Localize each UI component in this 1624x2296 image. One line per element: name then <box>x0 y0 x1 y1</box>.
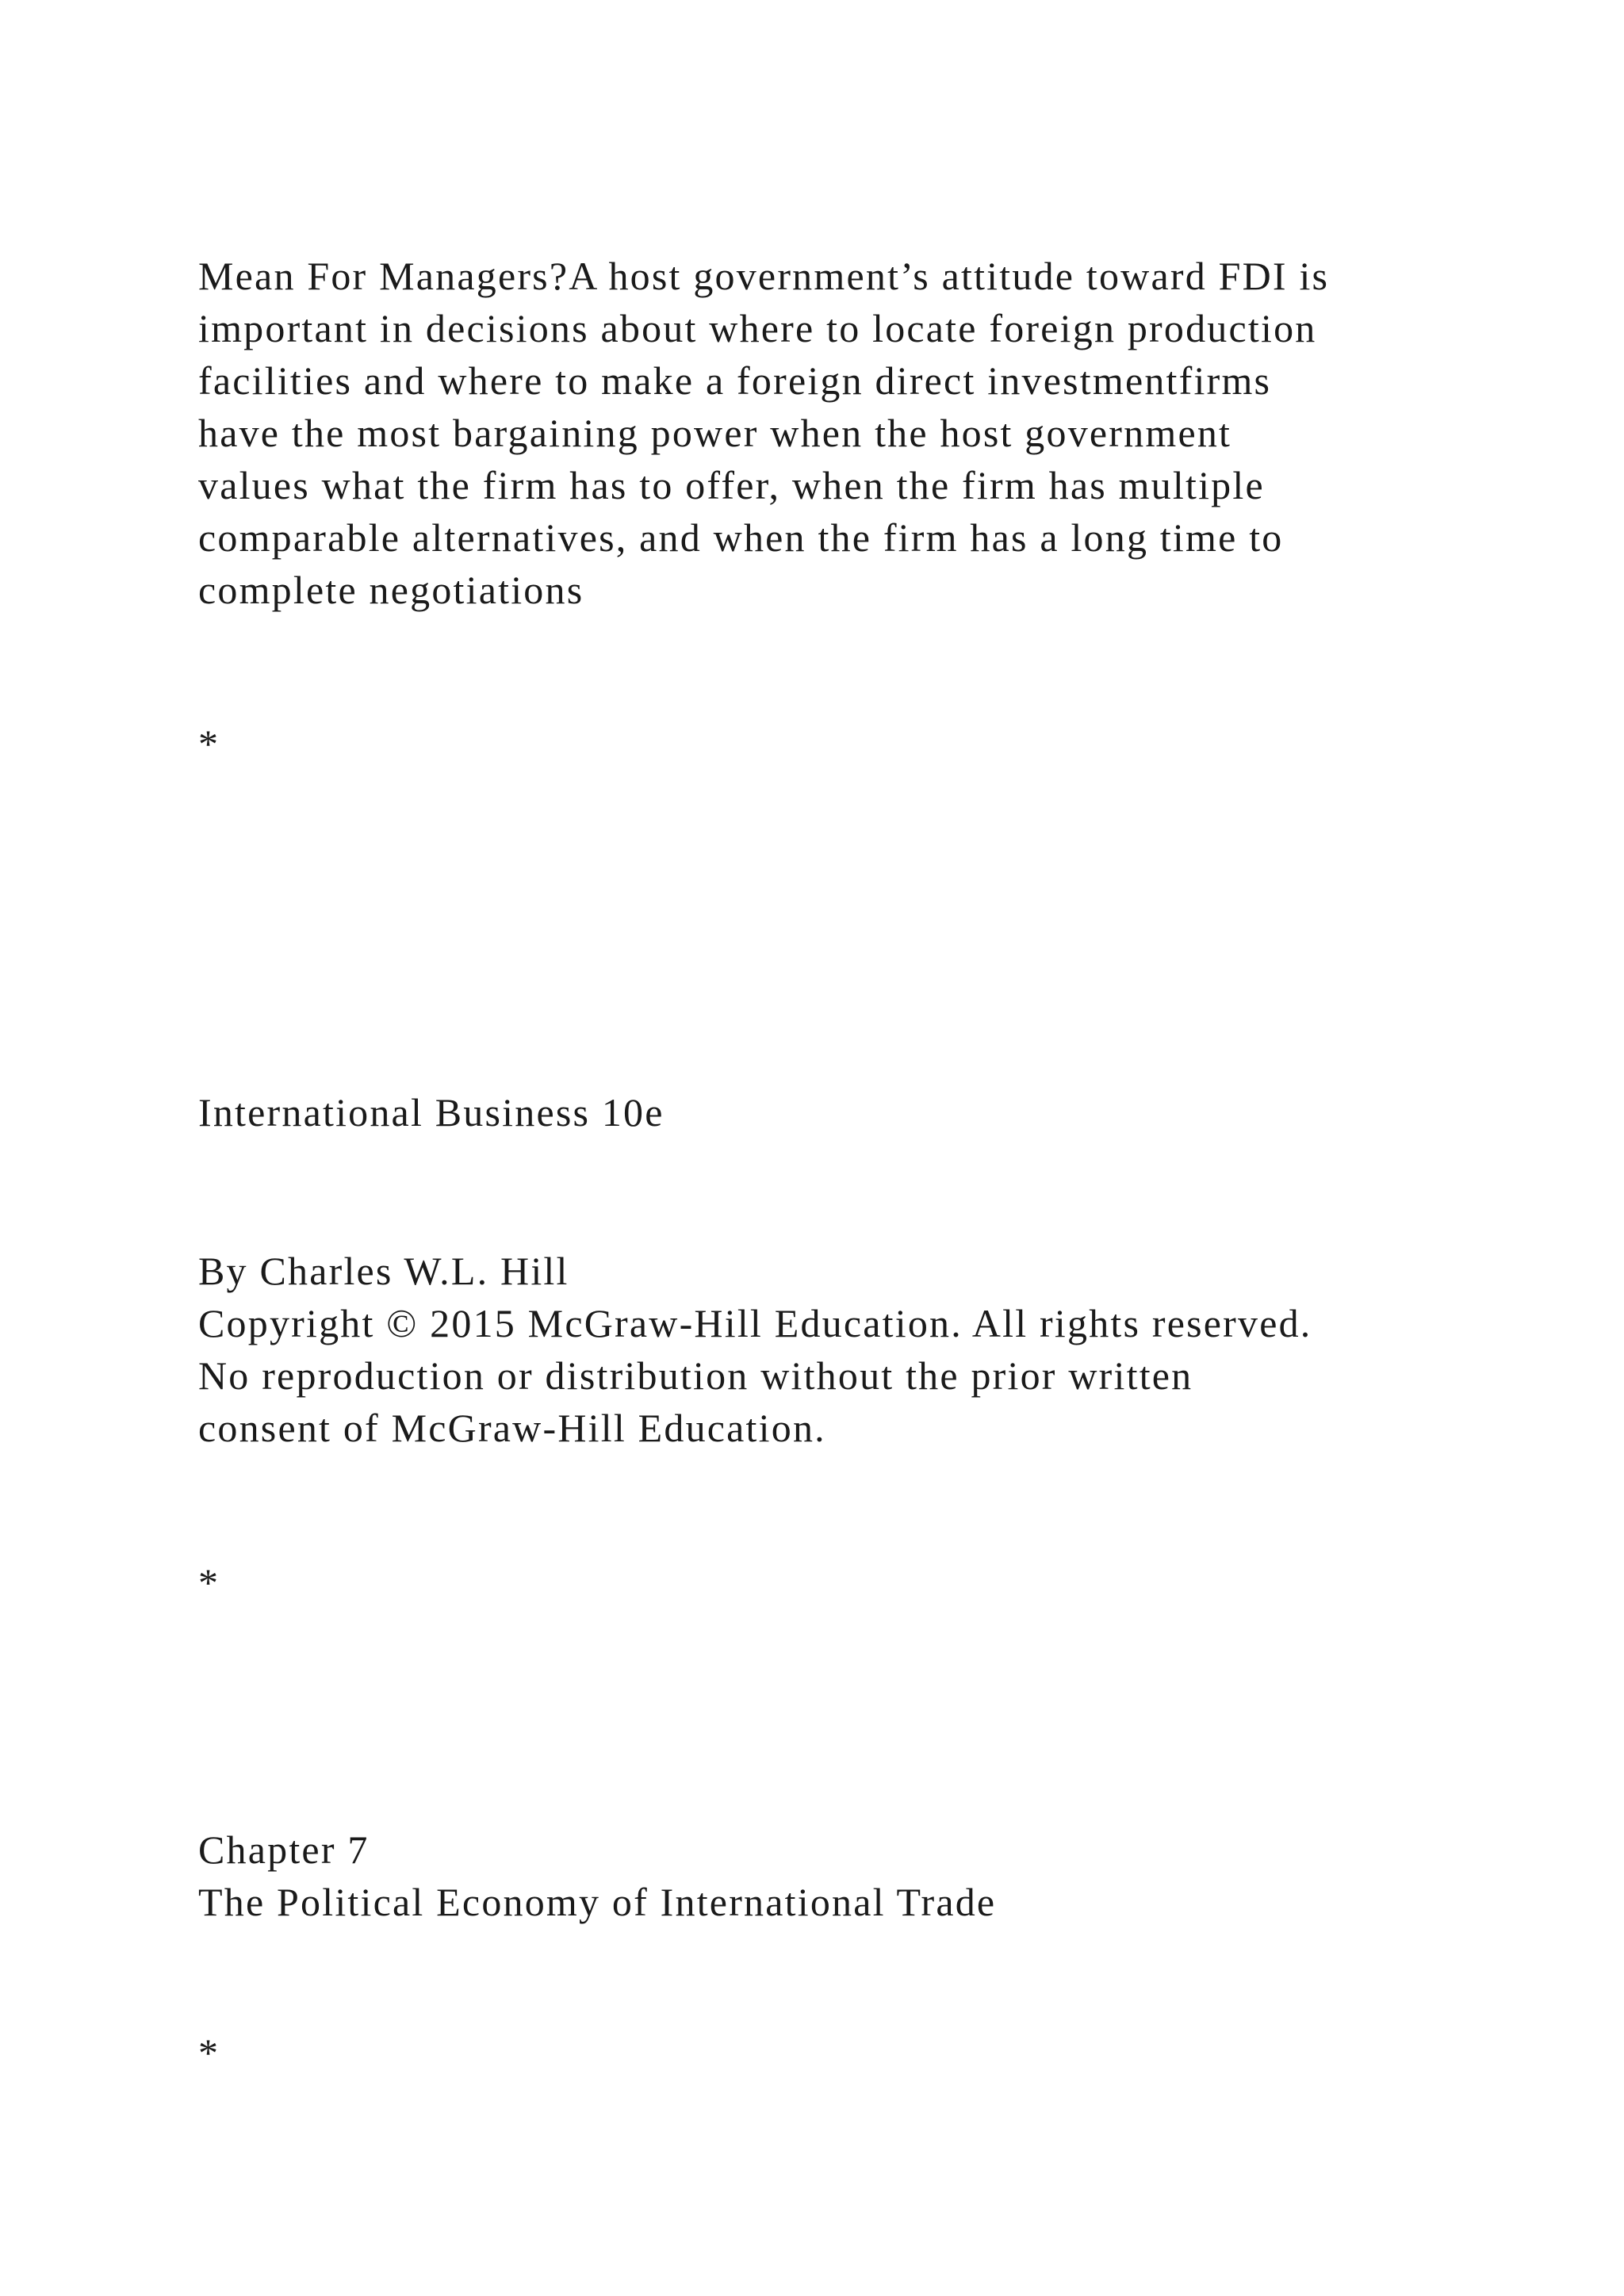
chapter-number: Chapter 7 <box>198 1827 370 1872</box>
author-line: By Charles W.L. Hill <box>198 1249 569 1293</box>
paragraph-line: important in decisions about where to locate foreign production <box>198 306 1317 350</box>
paragraph-line: values what the firm has to offer, when the firm has multiple <box>198 463 1265 507</box>
copyright-line: Copyright © 2015 McGraw-Hill Education. All rights reserved. <box>198 1301 1312 1345</box>
paragraph-line: comparable alternatives, and when the firm has a long time to <box>198 515 1284 560</box>
paragraph-line: facilities and where to make a foreign direct investmentfirms <box>198 358 1272 403</box>
separator-asterisk: * <box>198 2030 220 2075</box>
separator-asterisk: * <box>198 1560 220 1605</box>
chapter-title: The Political Economy of International Trade <box>198 1880 997 1924</box>
book-title: International Business 10e <box>198 1090 665 1135</box>
notice-line: consent of McGraw-Hill Education. <box>198 1406 826 1450</box>
paragraph-line: have the most bargaining power when the host government <box>198 411 1232 455</box>
paragraph-line: complete negotiations <box>198 568 584 612</box>
notice-line: No reproduction or distribution without the prior written <box>198 1353 1193 1398</box>
separator-asterisk: * <box>198 721 220 766</box>
paragraph-line: Mean For Managers?A host government’s attitude toward FDI is <box>198 254 1330 298</box>
